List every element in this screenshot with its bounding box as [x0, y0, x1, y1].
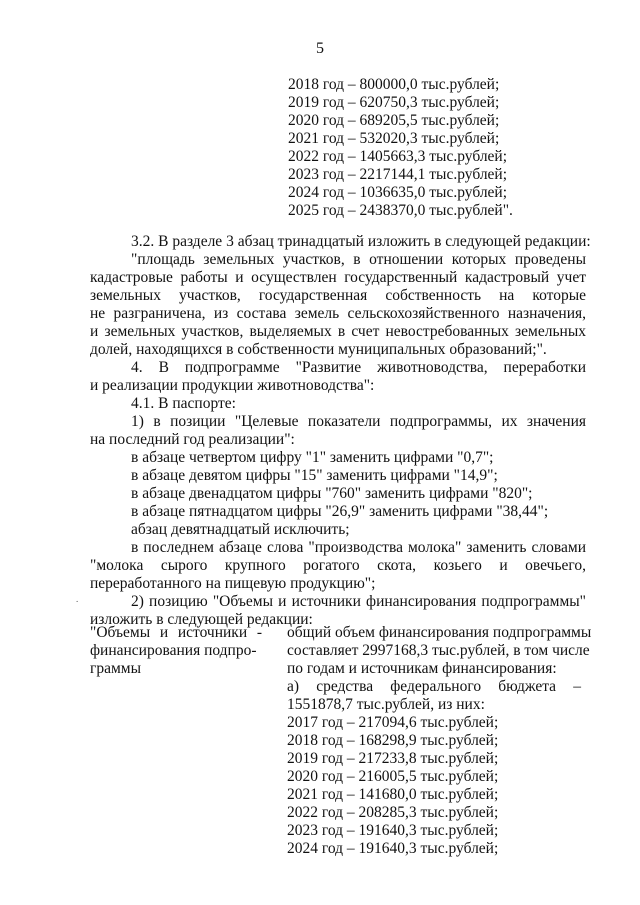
list-item: 2022 год – 1405663,3 тыс.рублей; [288, 148, 508, 165]
list-item: 2018 год – 800000,0 тыс.рублей; [288, 76, 500, 93]
paragraph-line: 1) в позиции "Целевые показатели подпрограммы, их значения [131, 413, 586, 430]
list-item: 2023 год – 2217144,1 тыс.рублей; [288, 166, 508, 183]
paragraph-line: и реализации продукции животноводства": [90, 377, 375, 394]
paragraph-line: изложить в следующей редакции: [90, 611, 313, 628]
table-right-cell: 2021 год – 141680,0 тыс.рублей; [287, 786, 499, 803]
paragraph-line: кадастровые работы и осуществлен государственный кадастровый учет [90, 269, 586, 286]
paragraph-line: "площадь земельных участков, в отношении которых проведены [131, 251, 586, 268]
table-right-cell: а) средства федерального бюджета – [287, 678, 581, 695]
paragraph-line: "молока сырого крупного рогатого скота, козьего и овечьего, [90, 557, 586, 574]
paragraph-line: в абзаце четвертом цифру "1" заменить цифрами "0,7"; [131, 449, 494, 466]
paragraph-line: на последний год реализации": [90, 431, 295, 448]
paragraph-line: не разграничена, из состава земель сельскохозяйственного назначения, [90, 305, 586, 322]
list-item: 2024 год – 1036635,0 тыс.рублей; [288, 184, 508, 201]
table-right-cell: 2024 год – 191640,3 тыс.рублей; [287, 840, 499, 857]
table-right-cell: 2017 год – 217094,6 тыс.рублей; [287, 714, 499, 731]
table-left-cell: граммы [90, 660, 142, 677]
table-right-cell: составляет 2997168,3 тыс.рублей, в том числе [287, 642, 590, 659]
paragraph-line: 2) позицию "Объемы и источники финансирования подпрограммы" [131, 593, 586, 610]
table-right-cell: 2019 год – 217233,8 тыс.рублей; [287, 750, 499, 767]
table-right-cell: 2022 год – 208285,3 тыс.рублей; [287, 804, 499, 821]
paragraph-line: в абзаце девятом цифры "15" заменить цифрами "14,9"; [131, 467, 498, 484]
table-left-cell: финансирования подпро- [90, 642, 257, 659]
table-right-cell: 2020 год – 216005,5 тыс.рублей; [287, 768, 499, 785]
table-right-cell: по годам и источникам финансирования: [287, 660, 557, 677]
paragraph-line: земельных участков, государственная собственность на которые [90, 287, 586, 304]
paragraph-line: абзац девятнадцатый исключить; [131, 521, 350, 538]
paragraph-line: в последнем абзаце слова "производства молока" заменить словами [131, 539, 586, 556]
paragraph-line: в абзаце двенадцатом цифры "760" заменить цифрами "820"; [131, 485, 533, 502]
list-item: 2019 год – 620750,3 тыс.рублей; [288, 94, 500, 111]
paragraph-line: в абзаце пятнадцатом цифры "26,9" заменить цифрами "38,44"; [131, 503, 549, 520]
table-right-cell: 2018 год – 168298,9 тыс.рублей; [287, 732, 499, 749]
list-item: 2020 год – 689205,5 тыс.рублей; [288, 112, 500, 129]
table-left-cell: "Объемы и источники - [90, 624, 262, 641]
paragraph-line: и земельных участков, выделяемых в счет невостребованных земельных [90, 323, 586, 340]
paragraph-line: долей, находящихся в собственности муниципальных образований;". [90, 341, 547, 358]
table-right-cell: 1551878,7 тыс.рублей, из них: [287, 696, 485, 713]
paragraph-line: 4.1. В паспорте: [131, 395, 236, 412]
list-item: 2025 год – 2438370,0 тыс.рублей". [288, 202, 513, 219]
stray-mark: . [76, 594, 79, 604]
paragraph-line: 4. В подпрограмме "Развитие животноводства, переработки [131, 359, 586, 376]
table-right-cell: 2023 год – 191640,3 тыс.рублей; [287, 822, 499, 839]
paragraph-line: 3.2. В разделе 3 абзац тринадцатый изложить в следующей редакции: [131, 233, 591, 250]
list-item: 2021 год – 532020,3 тыс.рублей; [288, 130, 500, 147]
page-number: 5 [316, 40, 324, 57]
paragraph-line: переработанного на пищевую продукцию"; [90, 575, 376, 592]
table-right-cell: общий объем финансирования подпрограммы [287, 624, 592, 641]
